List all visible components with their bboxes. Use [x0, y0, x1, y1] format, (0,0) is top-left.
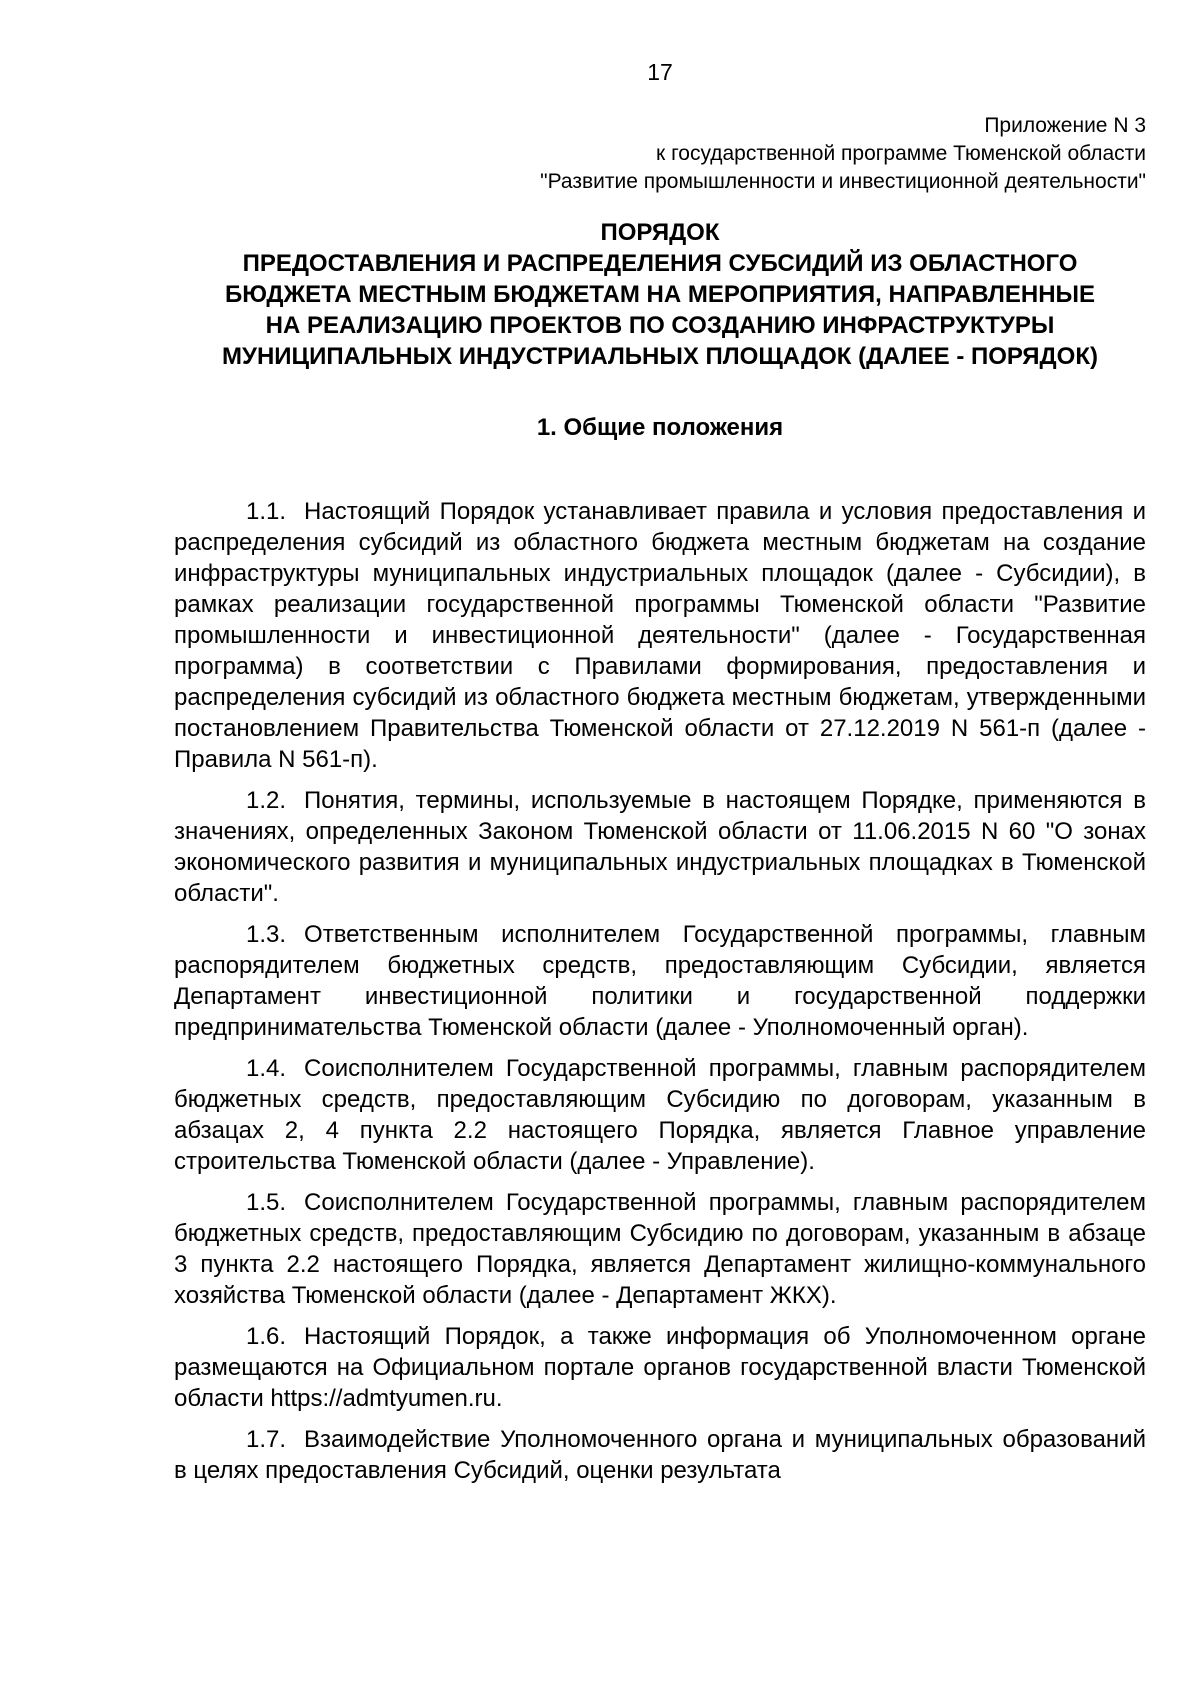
paragraph-1-2 — [174, 785, 1146, 909]
paragraph-1-4 — [174, 1053, 1146, 1177]
paragraph-1-3 — [174, 919, 1146, 1043]
section-heading: 1. Общие положения — [536, 414, 784, 441]
title-line-2: ПРЕДОСТАВЛЕНИЯ И РАСПРЕДЕЛЕНИЯ СУБСИДИЙ ИЗ ОБЛАСТНОГО — [242, 250, 1078, 277]
paragraph-text: Ответственным исполнителем Государственной программы, главным распорядителем бюджетных средств, предоставляющим Субсидии, является Департамент инвестиционной политики и государственной поддержки предпринимательства Тюменской области (далее - Уполномоченный орган). — [174, 921, 1146, 1041]
paragraph-number: 1.6. — [246, 1323, 287, 1350]
title-line-1: ПОРЯДОК — [600, 219, 720, 246]
paragraph-text: Настоящий Порядок устанавливает правила и условия предоставления и распределения субсидий из областного бюджета местным бюджетам на создание инфраструктуры муниципальных индустриальных площадок (далее - Субсидии), в рамках реализации государственной программы Тюменской области "Развитие промышленности и инвестиционной деятельности" (далее - Государственная программа) в соответствии с Правилами формирования, предоставления и распределения субсидий из областного бюджета местным бюджетам, утвержденными постановлением Правительства Тюменской области от 27.12.2019 N 561-п (далее - Правила N 561-п). — [174, 498, 1146, 773]
paragraph-number: 1.5. — [246, 1189, 287, 1216]
title-line-5: МУНИЦИПАЛЬНЫХ ИНДУСТРИАЛЬНЫХ ПЛОЩАДОК (ДАЛЕЕ - ПОРЯДОК) — [222, 343, 1098, 370]
appendix-program: к государственной программе Тюменской области — [656, 142, 1146, 165]
paragraph-number: 1.2. — [246, 787, 287, 814]
paragraph-number: 1.7. — [246, 1426, 287, 1453]
paragraph-1-5 — [174, 1187, 1146, 1311]
title-line-3: БЮДЖЕТА МЕСТНЫМ БЮДЖЕТАМ НА МЕРОПРИЯТИЯ, НАПРАВЛЕННЫЕ — [224, 281, 1096, 308]
paragraph-text: Соисполнителем Государственной программы, главным распорядителем бюджетных средств, предоставляющим Субсидию по договорам, указанным в абзаце 3 пункта 2.2 настоящего Порядка, является Департамент жилищно-коммунального хозяйства Тюменской области (далее - Департамент ЖКХ). — [174, 1189, 1146, 1309]
paragraph-1-6 — [174, 1321, 1146, 1414]
document-title — [174, 217, 1146, 372]
paragraph-text: Соисполнителем Государственной программы, главным распорядителем бюджетных средств, предоставляющим Субсидию по договорам, указанным в абзацах 2, 4 пункта 2.2 настоящего Порядка, является Главное управление строительства Тюменской области (далее - Управление). — [174, 1055, 1146, 1175]
paragraph-text: Взаимодействие Уполномоченного органа и муниципальных образований в целях предоставления Субсидий, оценки результата — [174, 1426, 1146, 1484]
paragraph-number: 1.4. — [246, 1055, 287, 1082]
appendix-program-name: "Развитие промышленности и инвестиционной деятельности" — [540, 170, 1146, 193]
paragraph-1-7 — [174, 1424, 1146, 1486]
appendix-number: Приложение N 3 — [984, 114, 1146, 137]
title-line-4: НА РЕАЛИЗАЦИЮ ПРОЕКТОВ ПО СОЗДАНИЮ ИНФРАСТРУКТУРЫ — [265, 312, 1055, 339]
paragraph-text: Настоящий Порядок, а также информация об Уполномоченном органе размещаются на Официальном портале органов государственной власти Тюменской области https://admtyumen.ru. — [174, 1323, 1146, 1412]
paragraph-number: 1.1. — [246, 498, 287, 525]
paragraph-1-1 — [174, 496, 1146, 775]
paragraph-text: Понятия, термины, используемые в настоящем Порядке, применяются в значениях, определенных Законом Тюменской области от 11.06.2015 N 60 "О зонах экономического развития и муниципальных индустриальных площадках в Тюменской области". — [174, 787, 1146, 907]
appendix-reference — [540, 112, 1146, 196]
document-body — [174, 496, 1146, 1496]
page-number: 17 — [647, 59, 673, 85]
paragraph-number: 1.3. — [246, 921, 287, 948]
